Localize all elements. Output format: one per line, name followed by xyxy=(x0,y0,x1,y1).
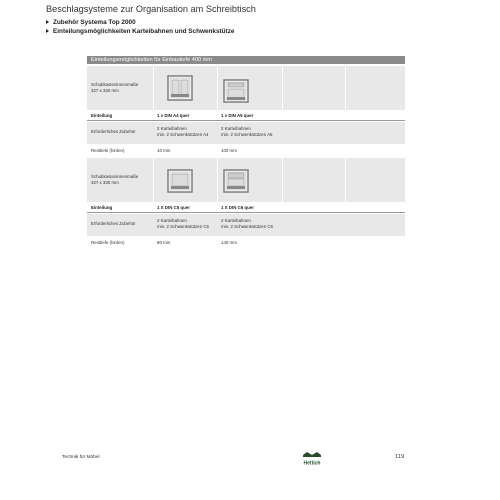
hettich-logo-icon xyxy=(301,451,323,467)
division-c5: 1 X DIN C5 quer xyxy=(157,205,190,210)
accessories-label: Erforderliches Zubehör xyxy=(91,221,136,226)
accessories-c6-line1: 2 Karteibahnen xyxy=(221,218,251,223)
column-divider xyxy=(282,66,283,110)
rest-depth-label: Resttiefe (hinten) xyxy=(91,240,125,245)
row-separator xyxy=(87,212,405,213)
accessories-label: Erforderliches Zubehör xyxy=(91,129,136,134)
inner-dimensions-label-line2: 327 x 330 mm xyxy=(91,88,119,93)
table-row-division xyxy=(87,204,405,212)
drawer-c6-diagram xyxy=(223,169,249,193)
row-separator xyxy=(87,120,405,121)
inner-dimensions-label xyxy=(91,82,138,94)
drawer-a5-diagram xyxy=(223,79,249,103)
page-title: Beschlagsysteme zur Organisation am Schreibtisch xyxy=(46,4,256,14)
drawer-a4-diagram xyxy=(167,75,193,101)
accessories-c5-line1: 2 Karteibahnen xyxy=(157,218,187,223)
accessories-c6 xyxy=(221,218,273,230)
arrow-icon xyxy=(46,20,49,24)
table-row-rest-depth xyxy=(87,146,405,156)
accessories-a5-line2: min. 2 Schwenkstützen A5 xyxy=(221,132,273,137)
footer-tagline: Technik für Möbel xyxy=(62,455,100,460)
column-divider xyxy=(282,158,283,202)
rest-depth-label: Resttiefe (hinten) xyxy=(91,148,125,153)
column-divider xyxy=(217,158,218,202)
page-number: 119 xyxy=(395,454,405,460)
rest-depth-a5: 100 mm xyxy=(221,148,237,153)
column-divider xyxy=(153,158,154,202)
arrow-icon xyxy=(46,29,49,33)
column-divider xyxy=(153,66,154,110)
inner-dimensions-label-line2: 327 x 330 mm xyxy=(91,180,119,185)
rest-depth-c5: 80 mm xyxy=(157,240,171,245)
table-row-division xyxy=(87,112,405,120)
subtitle-system-text: Zubehör Systema Top 2000 xyxy=(53,19,136,26)
drawer-c5-diagram xyxy=(167,169,193,193)
accessories-c5-line2: min. 2 Schwenkstützen C5 xyxy=(157,224,209,229)
accessories-a4-line2: min. 2 Schwenkstützen A4 xyxy=(157,132,209,137)
column-divider xyxy=(345,158,346,202)
column-divider xyxy=(217,66,218,110)
division-label: Einteilung xyxy=(91,113,113,118)
accessories-c5 xyxy=(157,218,209,230)
division-c6: 1 X DIN C6 quer xyxy=(221,205,254,210)
subtitle-divisions xyxy=(46,28,234,35)
table-row-rest-depth xyxy=(87,238,405,248)
division-label: Einteilung xyxy=(91,205,113,210)
table-row-accessories xyxy=(87,122,405,144)
table-row-inner-dimensions xyxy=(87,158,405,202)
division-table-1 xyxy=(87,66,405,158)
table-row-inner-dimensions xyxy=(87,66,405,110)
inner-dimensions-label-line1: Schubkasteninnenmaße xyxy=(91,82,139,87)
column-divider xyxy=(345,66,346,110)
accessories-c6-line2: min. 2 Schwenkstützen C6 xyxy=(221,224,273,229)
inner-dimensions-label-line1: Schubkasteninnenmaße xyxy=(91,174,139,179)
table-row-accessories xyxy=(87,214,405,236)
inner-dimensions-label xyxy=(91,174,138,186)
rest-depth-c6: 140 mm xyxy=(221,240,237,245)
rest-depth-a4: 10 mm xyxy=(157,148,171,153)
division-table-2 xyxy=(87,158,405,250)
accessories-a4 xyxy=(157,126,209,138)
subtitle-divisions-text: Einteilungsmöglichkeiten Karteibahnen und Schwenkstütze xyxy=(53,28,235,35)
logo-text: Hettich xyxy=(303,460,321,467)
section-title-bar: Einteilungsmöglichkeiten für Einbautiefe 400 mm xyxy=(87,56,405,64)
subtitle-system xyxy=(46,19,136,26)
division-a4: 1 x DIN A4 quer xyxy=(157,113,190,118)
accessories-a5 xyxy=(221,126,273,138)
accessories-a4-line1: 2 Karteibahnen xyxy=(157,126,187,131)
division-a5: 1 x DIN A5 quer xyxy=(221,113,254,118)
accessories-a5-line1: 2 Karteibahnen xyxy=(221,126,251,131)
